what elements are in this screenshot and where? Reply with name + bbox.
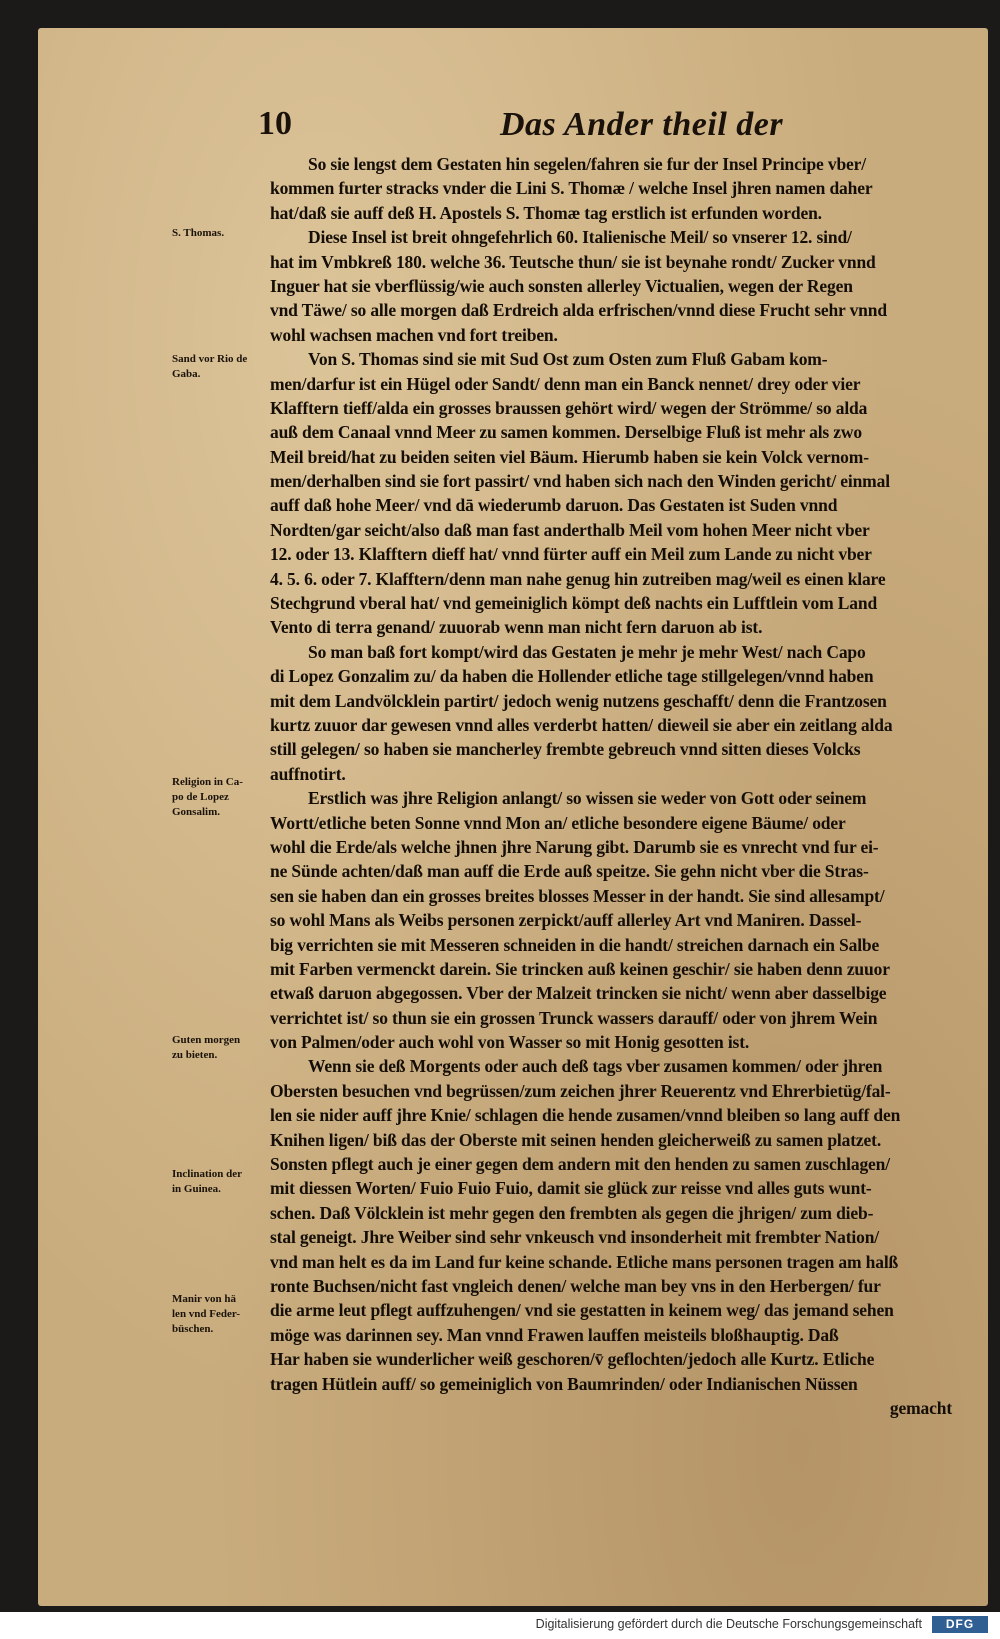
margin-note-line: büschen.: [172, 1323, 214, 1335]
text-line: möge was darinnen sey. Man vnnd Frawen lauffen meisteils bloßhauptig. Daß: [270, 1324, 839, 1345]
text-line: Obersten besuchen vnd begrüssen/zum zeichen jhrer Reuerentz vnd Ehrerbietüg/fal-: [270, 1080, 891, 1101]
text-line: Diese Insel ist breit ohngefehrlich 60. Italienische Meil/ so vnserer 12. sind/: [308, 227, 852, 248]
text-line: schen. Daß Völcklein ist mehr gegen den frembten als gegen die jhrigen/ zum dieb-: [270, 1202, 874, 1223]
text-line: ne Sünde achten/daß man auff die Erde auß speitze. Sie gehn nicht vber die Stras-: [270, 861, 869, 882]
text-line: Nordten/gar seicht/also daß man fast anderthalb Meil vom hohen Meer nicht vber: [270, 519, 870, 540]
text-line: sen sie haben dan ein grosses breites blosses Messer in der handt. Sie sind allesampt/: [270, 885, 885, 906]
margin-note-line: len vnd Feder-: [172, 1308, 241, 1320]
margin-note-line: Religion in Ca-: [172, 776, 243, 788]
text-line: Erstlich was jhre Religion anlangt/ so wissen sie weder von Gott oder seinem: [308, 788, 867, 809]
text-line: 12. oder 13. Klafftern dieff hat/ vnnd fürter auff ein Meil zum Lande zu nicht vber: [270, 544, 872, 565]
margin-note-line: Inclination der: [172, 1168, 242, 1180]
text-line: etwaß daruon abgegossen. Vber der Malzeit trincken sie nicht/ wenn aber dasselbige: [270, 983, 887, 1004]
text-line: verrichtet ist/ so thun sie ein grossen Trunck wassers darauff/ oder von jhrem Wein: [270, 1007, 878, 1028]
text-line: hat im Vmbkreß 180. welche 36. Teutsche thun/ sie ist beynahe rondt/ Zucker vnnd: [270, 251, 876, 272]
text-line: Sonsten pflegt auch je einer gegen dem andern mit den henden zu samen zuschlagen/: [270, 1154, 890, 1175]
margin-note-line: po de Lopez: [172, 791, 229, 803]
text-line: mit Farben vermenckt darein. Sie trincken auß keinen geschir/ sie haben denn zuuor: [270, 958, 890, 979]
page-number: 10: [258, 105, 292, 142]
text-line: Von S. Thomas sind sie mit Sud Ost zum Osten zum Fluß Gabam kom-: [308, 349, 828, 370]
text-line: tragen Hütlein auff/ so gemeiniglich von Baumrinden/ oder Indianischen Nüssen: [270, 1373, 858, 1394]
text-line: still gelegen/ so haben sie mancherley frembte gebreuch vnnd sitten dieses Volcks: [270, 739, 861, 760]
text-line: men/derhalben sind sie fort passirt/ vnd haben sich nach den Winden gericht/ einmal: [270, 471, 890, 492]
text-line: So sie lengst dem Gestaten hin segelen/fahren sie fur der Insel Principe vber/: [308, 154, 866, 174]
body-text: [270, 152, 962, 1420]
text-line: mit diessen Worten/ Fuio Fuio Fuio, damit sie glück zur reisse vnd alles guts wunt-: [270, 1178, 872, 1199]
text-line: Inguer hat sie vberflüssig/wie auch sonsten allerley Victualien, wegen der Regen: [270, 275, 853, 296]
text-line: von Palmen/oder auch wohl von Wasser so mit Honig gesotten ist.: [270, 1032, 750, 1053]
text-line: stal geneigt. Jhre Weiber sind sehr vnkeusch vnd insonderheit mit frembter Nation/: [270, 1227, 879, 1248]
margin-note-inclination: [172, 1167, 272, 1197]
text-line: kurtz zuuor dar gewesen vnnd alles verderbt hatten/ dieweil sie aber ein zeitlang alda: [270, 714, 893, 735]
text-line: hat/daß sie auff deß H. Apostels S. Thomæ tag erstlich ist erfunden worden.: [270, 202, 822, 223]
text-line: die arme leut pflegt auffzuhengen/ vnd sie gestatten in keinem weg/ das jemand sehen: [270, 1300, 894, 1321]
text-line: So man baß fort kompt/wird das Gestaten je mehr je mehr West/ nach Capo: [308, 641, 866, 662]
text-line: auff daß hohe Meer/ vnd dā wiederumb daruon. Das Gestaten ist Suden vnnd: [270, 495, 838, 516]
margin-note-line: Gaba.: [172, 368, 201, 380]
text-line: vnd Täwe/ so alle morgen daß Erdreich alda erfrischen/vnnd diese Frucht sehr vnnd: [270, 300, 887, 321]
catchword: gemacht: [889, 1397, 952, 1418]
margin-note-line: Manir von hä: [172, 1293, 236, 1305]
margin-note-line: Sand vor Rio de: [172, 353, 248, 365]
text-line: Vento di terra genand/ zuuorab wenn man nicht fern daruon ab ist.: [270, 617, 763, 638]
margin-note-line: Gonsalim.: [172, 806, 220, 818]
text-line: di Lopez Gonzalim zu/ da haben die Hollender etliche tage stillgelegen/vnnd haben: [270, 666, 874, 687]
text-line: Wortt/etliche beten Sonne vnnd Mon an/ etliche besondere eigene Bäume/ oder: [270, 812, 846, 833]
text-line: Wenn sie deß Morgents oder auch deß tags vber zusamen kommen/ oder jhren: [308, 1056, 883, 1077]
margin-note-line: in Guinea.: [172, 1183, 221, 1195]
text-line: kommen furter stracks vnder die Lini S. Thomæ / welche Insel jhren namen daher: [270, 178, 873, 199]
text-line: men/darfur ist ein Hügel oder Sandt/ denn man ein Banck nennet/ drey oder vier: [270, 373, 861, 394]
text-line: auffnotirt.: [270, 763, 346, 784]
text-line: vnd man helt es da im Land fur keine schande. Etliche mans personen tragen am halß: [270, 1251, 899, 1272]
margin-note-line: Guten morgen: [172, 1034, 241, 1046]
footer-credit: Digitalisierung gefördert durch die Deutsche Forschungsgemeinschaft: [535, 1617, 922, 1631]
dfg-logo: DFG: [932, 1616, 988, 1633]
margin-note-sand: [172, 352, 272, 382]
margin-note-s-thomas: [172, 226, 272, 241]
text-line: wohl die Erde/als welche jhnen jhre Narung gibt. Darumb sie es vnrecht vnd fur ei-: [270, 836, 879, 857]
text-line: big verrichten sie mit Messeren schneiden in die handt/ streichen darnach ein Salbe: [270, 934, 880, 955]
text-line: auß dem Canaal vnnd Meer zu samen kommen. Derselbige Fluß ist mehr als zwo: [270, 422, 863, 443]
text-line: Meil breid/hat zu beiden seiten viel Bäum. Hierumb haben sie kein Volck vernom-: [270, 446, 869, 467]
text-line: Knihen ligen/ biß das der Oberste mit seinen henden gleicherweiß zu samen platzet.: [270, 1129, 882, 1150]
text-line: Stechgrund vberal hat/ vnd gemeiniglich kömpt deß nachts ein Lufftlein vom Land: [270, 593, 878, 614]
margin-note-line: zu bieten.: [172, 1049, 218, 1061]
running-head: Das Ander theil der: [500, 106, 784, 143]
text-line: so wohl Mans als Weibs personen zerpickt/auff allerley Art vnd Maniren. Dassel-: [270, 910, 862, 931]
margin-note-line: S. Thomas.: [172, 227, 225, 239]
margin-note-guten-morgen: [172, 1033, 272, 1063]
text-line: Klafftern tieff/alda ein grosses braussen gehört wird/ wegen der Strömme/ so alda: [270, 397, 868, 418]
text-line: ronte Buchsen/nicht fast vngleich denen/ welche man bey vns in den Herbergen/ fur: [270, 1275, 881, 1296]
text-line: 4. 5. 6. oder 7. Klafftern/denn man nahe genug hin zutreiben mag/weil es einen klare: [270, 568, 886, 589]
margin-note-religion: [172, 775, 272, 820]
margin-note-manir: [172, 1292, 272, 1337]
text-line: wohl wachsen machen vnd fort treiben.: [270, 324, 558, 345]
text-line: Har haben sie wunderlicher weiß geschoren/v̄ geflochten/jedoch alle Kurtz. Etliche: [270, 1349, 875, 1370]
text-line: len sie nider auff jhre Knie/ schlagen die hende zusamen/vnnd bleiben so lang auff den: [270, 1105, 901, 1126]
text-line: mit dem Landvölcklein partirt/ jedoch wenig nutzens geschafft/ denn die Frantzosen: [270, 690, 887, 711]
